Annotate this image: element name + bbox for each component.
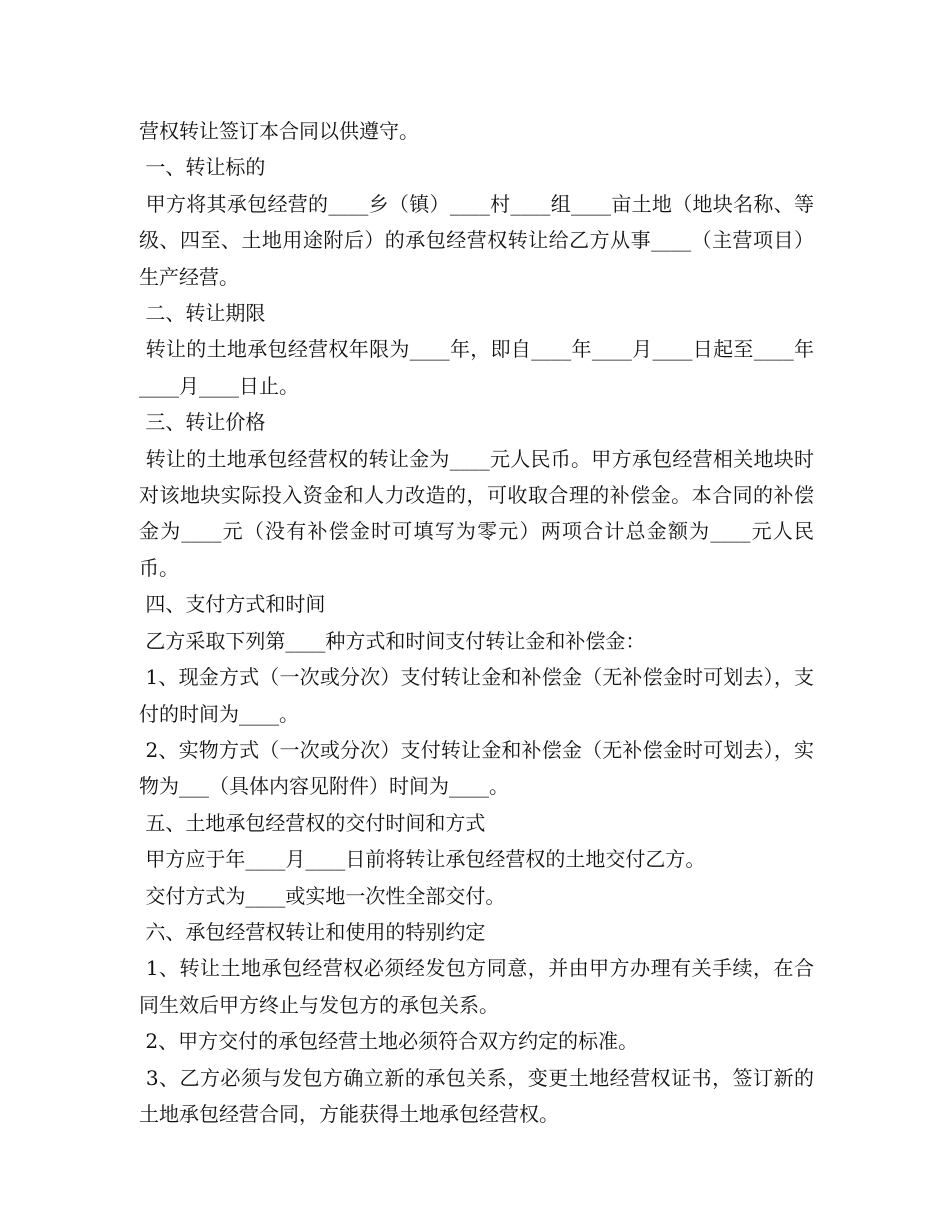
paragraph-payment-choice: 乙方采取下列第____种方式和时间支付转让金和补偿金：	[139, 628, 646, 653]
paragraph-transfer-price: 转让的土地承包经营权的转让金为____元人民币。甲方承包经营相关地块时对该地块实际投入资金和人力改造的，可收取合理的补偿金。本合同的补偿金为____元（没有补偿金时可填写为零元）两项合计总金额为____元人民币。	[139, 446, 815, 580]
paragraph-special-term-1: 1、转让土地承包经营权必须经发包方同意，并由甲方办理有关手续，在合同生效后甲方终止与发包方的承包关系。	[139, 956, 814, 1017]
paragraph-delivery-method: 交付方式为____或实地一次性全部交付。	[139, 883, 506, 908]
paragraph-delivery-date: 甲方应于年____月____日前将转让承包经营权的土地交付乙方。	[139, 847, 706, 872]
paragraph-transfer-subject: 甲方将其承包经营的____乡（镇）____村____组____亩土地（地块名称、等级、四至、土地用途附后）的承包经营权转让给乙方从事____（主营项目）生产经营。	[139, 191, 814, 289]
paragraph-payment-in-kind: 2、实物方式（一次或分次）支付转让金和补偿金（无补偿金时可划去），实物为___（具体内容见附件）时间为____。	[139, 737, 814, 799]
section-heading-transfer-price: 三、转让价格	[139, 410, 266, 435]
section-heading-payment: 四、支付方式和时间	[139, 592, 326, 617]
paragraph-special-term-3: 3、乙方必须与发包方确立新的承包关系，变更土地经营权证书，签订新的土地承包经营合同，方能获得土地承包经营权。	[139, 1065, 814, 1126]
section-heading-transfer-term: 二、转让期限	[139, 301, 266, 326]
paragraph-intro-continuation: 营权转让签订本合同以供遵守。	[139, 119, 419, 143]
section-heading-transfer-subject: 一、转让标的	[139, 155, 266, 180]
paragraph-payment-cash: 1、现金方式（一次或分次）支付转让金和补偿金（无补偿金时可划去），支付的时间为____。	[139, 665, 814, 726]
document-body	[139, 113, 814, 1132]
section-heading-special-terms: 六、承包经营权转让和使用的特别约定	[139, 919, 486, 944]
paragraph-special-term-2: 2、甲方交付的承包经营土地必须符合双方约定的标准。	[139, 1029, 639, 1054]
section-heading-delivery: 五、土地承包经营权的交付时间和方式	[139, 810, 486, 835]
paragraph-transfer-term: 转让的土地承包经营权年限为____年，即自____年____月____日起至____年____月____日止。	[139, 337, 815, 398]
